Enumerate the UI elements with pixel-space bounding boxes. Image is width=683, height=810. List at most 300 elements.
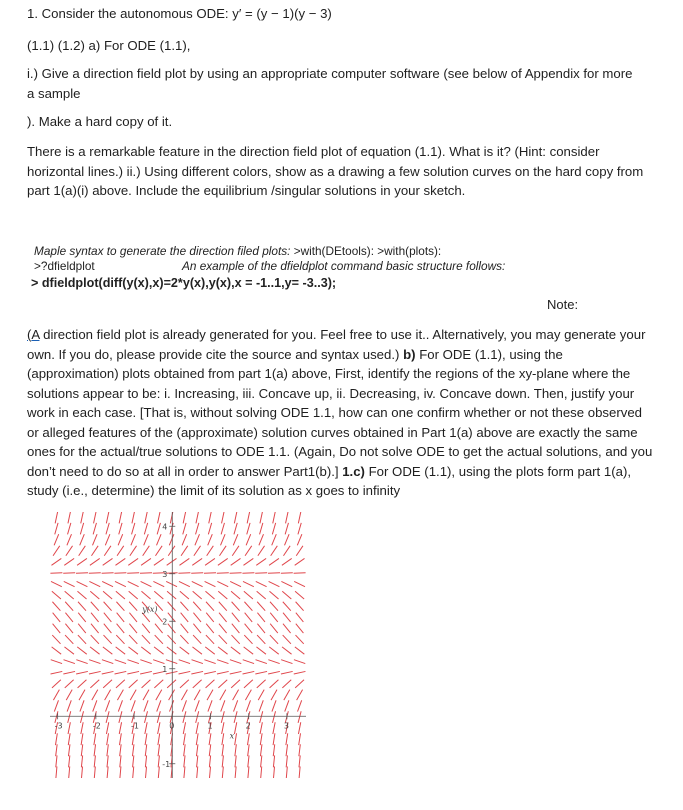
slope-arrow: [286, 766, 287, 778]
slope-arrow: [94, 766, 95, 778]
slope-arrow: [196, 722, 198, 734]
slope-arrow: [295, 635, 303, 644]
slope-arrow: [269, 591, 278, 599]
slope-arrow: [65, 591, 74, 599]
slope-arrow: [245, 613, 253, 622]
slope-arrow: [141, 591, 150, 599]
slope-arrow: [55, 733, 57, 745]
slope-arrow: [248, 755, 249, 767]
slope-arrow: [131, 534, 136, 545]
slope-arrow: [258, 546, 265, 556]
slope-arrow: [209, 766, 210, 778]
slope-arrow: [153, 581, 164, 586]
slope-arrow: [219, 624, 227, 633]
slope-arrow: [133, 755, 134, 767]
slope-arrow: [299, 755, 300, 767]
slope-arrow: [208, 534, 213, 545]
slope-arrow: [205, 647, 215, 654]
slope-arrow: [116, 635, 124, 644]
x-tick-label: 2: [245, 721, 251, 731]
slope-arrow: [180, 680, 189, 688]
slope-arrow: [283, 635, 291, 644]
slope-arrow: [153, 660, 164, 664]
slope-arrow: [140, 660, 151, 664]
maple-line-1-cmd: >with(DEtools): >with(plots):: [293, 244, 442, 258]
slope-arrow: [255, 573, 267, 574]
y-tick-label: 4: [162, 522, 168, 532]
slope-arrow: [80, 523, 83, 535]
slope-arrow: [141, 581, 152, 586]
slope-arrow: [269, 558, 279, 565]
slope-arrow: [117, 624, 125, 633]
slope-arrow: [53, 690, 59, 700]
slope-arrow: [102, 573, 114, 574]
slope-arrow: [69, 766, 70, 778]
slope-arrow: [243, 671, 255, 674]
part-label: (1.1) (1.2) a) For ODE (1.1),: [27, 38, 191, 53]
slope-arrow: [285, 523, 288, 535]
slope-arrow: [181, 690, 187, 700]
b-label: b): [403, 346, 416, 362]
slope-arrow: [133, 766, 134, 778]
slope-arrow: [117, 690, 123, 700]
slope-arrow: [167, 635, 175, 644]
slope-arrow: [298, 700, 302, 711]
slope-arrow: [52, 591, 61, 599]
slope-arrow: [273, 766, 274, 778]
slope-arrow: [179, 660, 190, 664]
slope-arrow: [56, 744, 58, 756]
slope-arrow: [145, 755, 146, 767]
slope-arrow: [168, 624, 176, 633]
slope-arrow: [157, 523, 160, 535]
slope-arrow: [222, 766, 223, 778]
slope-arrow: [81, 512, 84, 523]
slope-arrow: [257, 602, 265, 611]
slope-arrow: [221, 700, 225, 711]
slope-arrow: [77, 558, 87, 565]
slope-arrow: [157, 711, 160, 723]
slope-arrow: [246, 700, 250, 711]
slope-arrow: [298, 711, 301, 723]
slope-arrow: [56, 755, 57, 767]
slope-arrow: [142, 613, 150, 622]
slope-arrow: [299, 744, 301, 756]
maple-line-2-italic: An example of the dfieldplot command basic structure follows:: [182, 259, 506, 273]
slope-arrow: [158, 733, 160, 745]
slope-arrow: [68, 523, 71, 535]
x-tick-label: -3: [54, 721, 63, 731]
slope-arrow: [205, 581, 216, 586]
slope-arrow: [65, 602, 73, 611]
slope-arrow: [232, 624, 240, 633]
slope-arrow: [103, 558, 113, 565]
slope-arrow: [102, 581, 113, 586]
slope-arrow: [232, 602, 240, 611]
slope-arrow: [272, 711, 275, 723]
y-tick-label: 2: [162, 617, 168, 627]
body-paragraph: [27, 325, 657, 501]
slope-arrow: [183, 711, 186, 723]
slope-arrow: [116, 647, 126, 654]
slope-arrow: [219, 613, 227, 622]
slope-arrow: [132, 523, 135, 535]
slope-arrow: [78, 635, 86, 644]
slope-arrow: [182, 700, 186, 711]
slope-arrow: [103, 647, 113, 654]
slope-arrow: [140, 671, 152, 674]
slope-arrow: [270, 613, 278, 622]
slope-arrow: [260, 523, 263, 535]
slope-arrow: [273, 733, 275, 745]
slope-arrow: [67, 534, 72, 545]
body-part-3: For ODE (1.1), using the plots form part 1(a), study (i.e., determine) the limit of its solution as x goes to infinity: [27, 463, 631, 498]
slope-arrow: [296, 602, 304, 611]
slope-arrow: [255, 671, 267, 674]
slope-arrow: [232, 546, 239, 556]
slope-arrow: [117, 546, 124, 556]
slope-arrow: [52, 602, 60, 611]
slope-arrow: [141, 647, 151, 654]
slope-arrow: [286, 512, 289, 523]
slope-arrow: [222, 722, 224, 734]
slope-arrow: [182, 534, 187, 545]
slope-arrow: [179, 581, 190, 586]
slope-arrow: [296, 624, 304, 633]
slope-arrow: [248, 766, 249, 778]
slope-arrow: [65, 624, 73, 633]
slope-arrow: [118, 700, 122, 711]
slope-arrow: [231, 591, 240, 599]
slope-arrow: [220, 690, 226, 700]
slope-arrow: [231, 647, 241, 654]
slope-arrow: [260, 744, 262, 756]
slope-arrow: [81, 722, 83, 734]
slope-arrow: [81, 744, 83, 756]
slope-arrow: [68, 722, 70, 734]
slope-arrow: [142, 680, 151, 688]
slope-arrow: [219, 635, 227, 644]
slope-arrow: [242, 573, 254, 574]
slope-arrow: [64, 558, 74, 565]
slope-arrow: [168, 546, 175, 556]
slope-arrow: [51, 581, 62, 586]
slope-arrow: [65, 613, 73, 622]
slope-arrow: [281, 671, 293, 674]
slope-arrow: [115, 660, 126, 664]
slope-arrow: [192, 581, 203, 586]
slope-arrow: [218, 647, 228, 654]
slope-arrow: [217, 573, 229, 574]
remarkable-feature-text: There is a remarkable feature in the direction field plot of equation (1.1). What is it? (Hint: consider horizontal lines.) ii.) Using different colors, show as a drawing a few solution curves on the hard copy from part 1(a)(i) above. Include the equilibrium /singular solutions in your sketch.: [27, 144, 644, 198]
y-tick-label: -1: [162, 759, 171, 769]
slope-arrow: [179, 671, 191, 674]
slope-arrow: [184, 766, 185, 778]
slope-arrow: [114, 573, 126, 574]
slope-arrow: [204, 671, 216, 674]
slope-arrow: [218, 558, 228, 565]
slope-arrow: [52, 635, 60, 644]
slope-arrow: [208, 523, 211, 535]
slope-arrow: [269, 581, 280, 586]
slope-arrow: [282, 647, 292, 654]
slope-arrow: [270, 635, 278, 644]
slope-arrow: [260, 711, 263, 723]
slope-arrow: [94, 512, 97, 523]
slope-arrow: [118, 534, 123, 545]
slope-arrow: [183, 722, 185, 734]
slope-arrow: [128, 558, 138, 565]
x-tick-label: 1: [207, 721, 213, 731]
slope-arrow: [221, 711, 224, 723]
slope-arrow: [167, 591, 176, 599]
slope-arrow: [167, 558, 177, 565]
slope-arrow: [105, 534, 110, 545]
slope-arrow: [145, 744, 147, 756]
slope-arrow: [283, 613, 291, 622]
slope-arrow: [281, 581, 292, 586]
slope-arrow: [119, 523, 122, 535]
slope-arrow: [231, 558, 241, 565]
slope-arrow: [68, 733, 70, 745]
slope-arrow: [91, 602, 99, 611]
slope-arrow: [209, 512, 212, 523]
slope-arrow: [67, 700, 71, 711]
slope-arrow: [206, 613, 214, 622]
slope-arrow: [166, 660, 177, 664]
slope-arrow: [129, 602, 137, 611]
slope-arrow: [257, 591, 266, 599]
slope-arrow: [193, 624, 201, 633]
slope-arrow: [218, 680, 227, 688]
slope-arrow: [196, 744, 198, 756]
slope-arrow: [167, 647, 177, 654]
slope-arrow: [107, 744, 109, 756]
slope-arrow: [104, 624, 112, 633]
slope-arrow: [128, 647, 138, 654]
maple-line-1: [34, 244, 441, 259]
slope-arrow: [91, 624, 99, 633]
slope-arrow: [217, 660, 228, 664]
slope-arrow: [168, 613, 176, 622]
slope-arrow: [244, 635, 252, 644]
slope-arrow: [192, 647, 202, 654]
slope-arrow: [218, 591, 227, 599]
slope-arrow: [260, 722, 262, 734]
slope-arrow: [104, 546, 111, 556]
x-tick-label: -2: [92, 721, 101, 731]
slope-arrow: [193, 613, 201, 622]
slope-arrow: [259, 700, 263, 711]
slope-arrow: [115, 558, 125, 565]
slope-arrow: [69, 755, 70, 767]
slope-arrow: [247, 733, 249, 745]
slope-arrow: [54, 534, 59, 545]
slope-arrow: [299, 733, 301, 745]
slope-arrow: [295, 591, 304, 599]
slope-arrow: [81, 766, 82, 778]
slope-arrow: [80, 534, 85, 545]
slope-arrow: [178, 573, 190, 574]
slope-arrow: [295, 680, 304, 688]
slope-arrow: [282, 558, 292, 565]
slope-arrow: [235, 766, 236, 778]
slope-arrow: [234, 700, 238, 711]
slope-arrow: [154, 591, 163, 599]
slope-arrow: [158, 512, 161, 523]
slope-arrow: [235, 733, 237, 745]
slope-arrow: [272, 534, 277, 545]
slope-arrow: [235, 755, 236, 767]
slope-arrow: [233, 534, 238, 545]
slope-arrow: [106, 711, 109, 723]
slope-arrow: [235, 744, 237, 756]
slope-arrow: [92, 690, 98, 700]
slope-arrow: [76, 660, 87, 664]
slope-arrow: [195, 534, 200, 545]
slope-arrow: [273, 755, 274, 767]
slope-arrow: [144, 700, 148, 711]
slope-arrow: [76, 671, 88, 674]
slope-arrow: [144, 534, 149, 545]
slope-arrow: [204, 660, 215, 664]
slope-arrow: [115, 581, 126, 586]
slope-arrow: [260, 512, 263, 523]
slope-arrow: [204, 573, 216, 574]
slope-arrow: [183, 523, 186, 535]
slope-arrow: [245, 624, 253, 633]
slope-arrow: [283, 602, 291, 611]
item-i-text: i.) Give a direction field plot by using an appropriate computer software (see below of Appendix for more a sample: [27, 66, 633, 101]
slope-arrow: [103, 635, 111, 644]
slope-arrow: [272, 700, 276, 711]
slope-arrow: [120, 766, 121, 778]
slope-arrow: [183, 733, 185, 745]
slope-arrow: [116, 591, 125, 599]
slope-arrow: [131, 700, 135, 711]
slope-arrow: [168, 602, 176, 611]
slope-arrow: [261, 766, 262, 778]
a-word: A: [31, 327, 40, 342]
slope-arrow: [183, 512, 186, 523]
slope-arrow: [245, 546, 252, 556]
slope-arrow: [91, 546, 98, 556]
slope-arrow: [106, 523, 109, 535]
slope-arrow: [257, 635, 265, 644]
slope-arrow: [66, 690, 72, 700]
slope-arrow: [145, 733, 147, 745]
slope-arrow: [129, 635, 137, 644]
slope-arrow: [282, 591, 291, 599]
slope-arrow: [64, 660, 75, 664]
question-heading: 1. Consider the autonomous ODE: y′ = (y − 1)(y − 3): [27, 6, 332, 21]
slope-arrow: [105, 690, 111, 700]
slope-arrow: [142, 635, 150, 644]
slope-arrow: [81, 733, 83, 745]
slope-arrow: [93, 523, 96, 535]
slope-arrow: [270, 680, 279, 688]
slope-arrow: [261, 755, 262, 767]
slope-arrow: [286, 744, 288, 756]
slope-arrow: [104, 613, 112, 622]
slope-arrow: [273, 744, 275, 756]
slope-arrow: [256, 558, 266, 565]
slope-arrow: [78, 602, 86, 611]
slope-arrow: [298, 523, 301, 535]
slope-arrow: [158, 744, 160, 756]
slope-arrow: [272, 523, 275, 535]
slope-arrow: [66, 546, 73, 556]
slope-arrow: [257, 680, 266, 688]
maple-line-3: > dfieldplot(diff(y(x),x)=2*y(x),y(x),x = -1..1,y= -3..3);: [31, 276, 337, 290]
slope-arrow: [129, 591, 138, 599]
slope-arrow: [296, 613, 304, 622]
slope-arrow: [269, 647, 279, 654]
slope-arrow: [281, 660, 292, 664]
slope-arrow: [260, 733, 262, 745]
slope-arrow: [129, 613, 137, 622]
slope-arrow: [231, 635, 239, 644]
slope-arrow: [284, 690, 290, 700]
slope-arrow: [106, 700, 110, 711]
slope-arrow: [180, 591, 189, 599]
slope-arrow: [283, 546, 290, 556]
maple-line-2-cmd: >?dfieldplot: [34, 259, 95, 273]
slope-arrow: [268, 660, 279, 664]
x-tick-label: 3: [283, 721, 289, 731]
slope-arrow: [259, 534, 264, 545]
slope-arrow: [166, 671, 178, 674]
slope-arrow: [285, 534, 290, 545]
slope-arrow: [94, 744, 96, 756]
slope-arrow: [145, 722, 147, 734]
slope-arrow: [130, 546, 137, 556]
slope-arrow: [77, 647, 87, 654]
slope-arrow: [107, 755, 108, 767]
slope-arrow: [166, 581, 177, 586]
slope-arrow: [281, 573, 293, 574]
slope-arrow: [65, 680, 74, 688]
slope-arrow: [155, 546, 162, 556]
slope-arrow: [233, 690, 239, 700]
slope-arrow: [244, 680, 253, 688]
slope-arrows: [50, 512, 305, 778]
slope-arrow: [55, 523, 58, 535]
slope-arrow: [53, 613, 61, 622]
slope-arrow: [129, 624, 137, 633]
slope-arrow: [221, 534, 226, 545]
slope-arrow: [80, 700, 84, 711]
slope-arrow: [154, 647, 164, 654]
slope-arrow: [196, 711, 199, 723]
slope-arrow: [132, 512, 135, 523]
slope-arrow: [76, 573, 88, 574]
slope-arrow: [286, 733, 288, 745]
slope-arrow: [63, 573, 75, 574]
slope-arrow: [68, 711, 71, 723]
x-tick-label: 0: [169, 721, 175, 731]
slope-arrow: [256, 660, 267, 664]
slope-arrow: [158, 722, 160, 734]
slope-arrow: [234, 722, 236, 734]
slope-arrow: [244, 591, 253, 599]
slope-arrow: [256, 581, 267, 586]
slope-arrow: [298, 512, 301, 523]
slope-arrow: [93, 700, 97, 711]
plot-axes: [50, 512, 306, 778]
slope-arrow: [79, 546, 86, 556]
slope-arrow: [119, 733, 121, 745]
